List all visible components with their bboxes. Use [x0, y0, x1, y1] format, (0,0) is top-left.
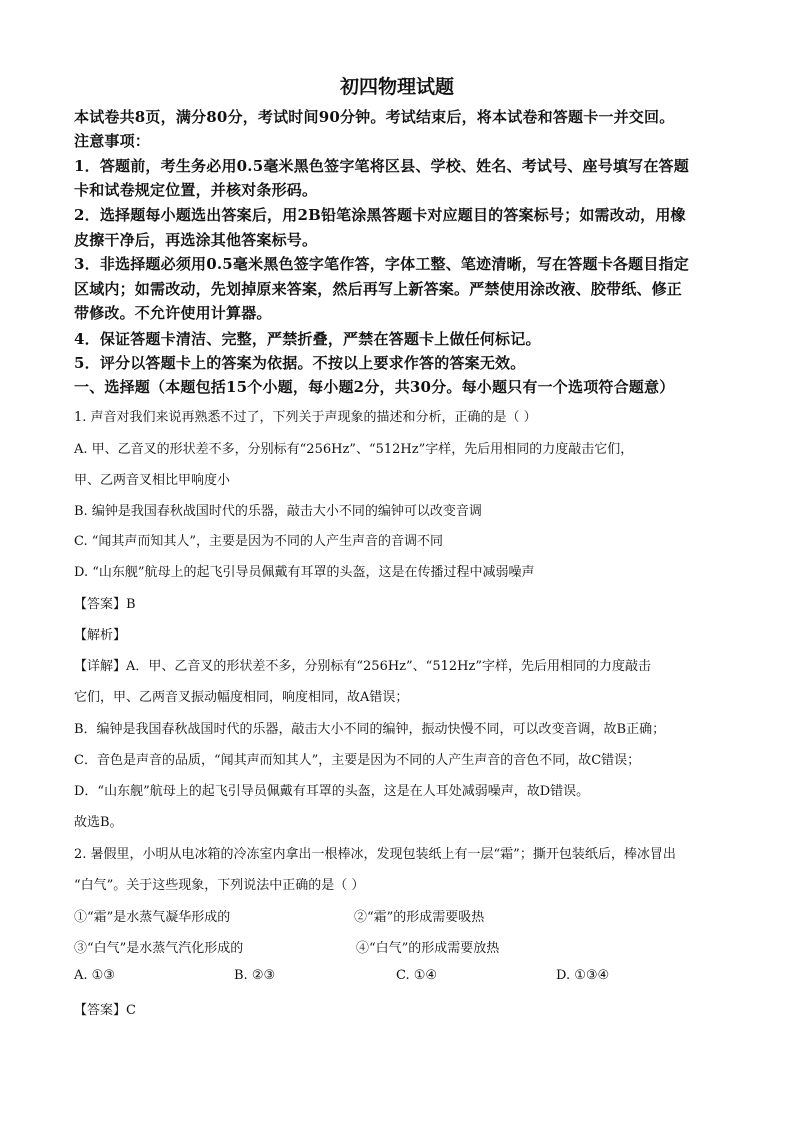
- q2-statement-1: ①“霜”是水蒸气凝华形成的: [74, 910, 231, 925]
- notice-item-2a: 2．选择题每小题选出答案后，用2B铅笔涂黑答题卡对应题目的答案标号；如需改动，用橡: [74, 206, 686, 224]
- q2-stem-line2: “白气”。关于这些现象，下列说法中正确的是（ ）: [74, 878, 365, 893]
- section-heading: 一、选择题（本题包括15个小题，每小题2分，共30分。每小题只有一个选项符合题意）: [74, 378, 675, 396]
- q2-stem-line1: 2. 暑假里，小明从电冰箱的冷冻室内拿出一根棒冰，发现包装纸上有一层“霜”；撕开包装纸后，棒冰冒出: [74, 847, 676, 862]
- notice-item-1a: 1．答题前，考生务必用0.5毫米黑色签字笔将区县、学校、姓名、考试号、座号填写在答题: [74, 157, 689, 175]
- q1-conclusion: 故选B。: [74, 815, 123, 830]
- notice-item-3a: 3．非选择题必须用0.5毫米黑色签字笔作答，字体工整、笔迹清晰，写在答题卡各题目指定: [74, 255, 689, 273]
- q2-statement-2: ②“霜”的形成需要吸热: [354, 910, 485, 925]
- q2-statement-3: ③“白气”是水蒸气汽化形成的: [74, 941, 244, 956]
- q2-statement-4: ④“白气”的形成需要放热: [356, 941, 500, 956]
- q1-detail-3: B．编钟是我国春秋战国时代的乐器，敲击大小不同的编钟，振动快慢不同，可以改变音调，故B正确；: [74, 722, 666, 737]
- q2-option-d: D. ①③④: [556, 968, 610, 983]
- q2-option-b: B. ②③: [234, 968, 276, 983]
- q1-answer: 【答案】B: [74, 597, 136, 612]
- q1-analysis-label: 【解析】: [74, 628, 127, 643]
- q1-detail-4: C．音色是声音的品质，“闻其声而知其人”，主要是因为不同的人产生声音的音色不同，故C错误；: [74, 753, 641, 768]
- notice-item-2b: 皮擦干净后，再选涂其他答案标号。: [74, 231, 318, 249]
- q2-option-a: A. ①③: [74, 968, 115, 983]
- q2-answer: 【答案】C: [74, 1003, 136, 1018]
- notice-intro: 本试卷共8页，满分80分，考试时间90分钟。考试结束后，将本试卷和答题卡一并交回。: [74, 108, 675, 126]
- q1-detail-2: 它们，甲、乙两音叉振动幅度相同，响度相同，故A错误；: [74, 690, 409, 705]
- q1-detail-5: D．“山东舰”航母上的起飞引导员佩戴有耳罩的头盔，这是在人耳处减弱噪声，故D错误。: [74, 784, 590, 799]
- notice-item-4: 4．保证答题卡清洁、完整，严禁折叠，严禁在答题卡上做任何标记。: [74, 330, 541, 348]
- page-title: 初四物理试题: [339, 76, 454, 98]
- q1-stem: 1. 声音对我们来说再熟悉不过了，下列关于声现象的描述和分析，正确的是（ ）: [74, 410, 537, 425]
- notice-item-1b: 卡和试卷规定位置，并核对条形码。: [74, 181, 318, 199]
- notice-item-5: 5．评分以答题卡上的答案为依据。不按以上要求作答的答案无效。: [74, 354, 526, 372]
- notice-heading: 注意事项：: [74, 132, 151, 150]
- q1-option-a-line2: 甲、乙两音叉相比甲响度小: [74, 473, 231, 488]
- q1-option-a-line1: A. 甲、乙音叉的形状差不多，分别标有“256Hz”、“512Hz”字样，先后用相同的力度敲击它们，: [74, 442, 634, 457]
- q1-option-c: C. “闻其声而知其人”，主要是因为不同的人产生声音的音调不同: [74, 534, 444, 549]
- q2-option-c: C. ①④: [396, 968, 438, 983]
- q1-option-b: B. 编钟是我国春秋战国时代的乐器，敲击大小不同的编钟可以改变音调: [74, 504, 482, 519]
- notice-item-3b: 区域内；如需改动，先划掉原来答案，然后再写上新答案。严禁使用涂改液、胶带纸、修正: [74, 280, 683, 298]
- q1-option-d: D. “山东舰”航母上的起飞引导员佩戴有耳罩的头盔，这是在传播过程中减弱噪声: [74, 565, 535, 580]
- notice-item-3c: 带修改。不允许使用计算器。: [74, 304, 272, 322]
- q1-detail-1: 【详解】A．甲、乙音叉的形状差不多，分别标有“256Hz”、“512Hz”字样，先后用相同的力度敲击: [74, 659, 651, 674]
